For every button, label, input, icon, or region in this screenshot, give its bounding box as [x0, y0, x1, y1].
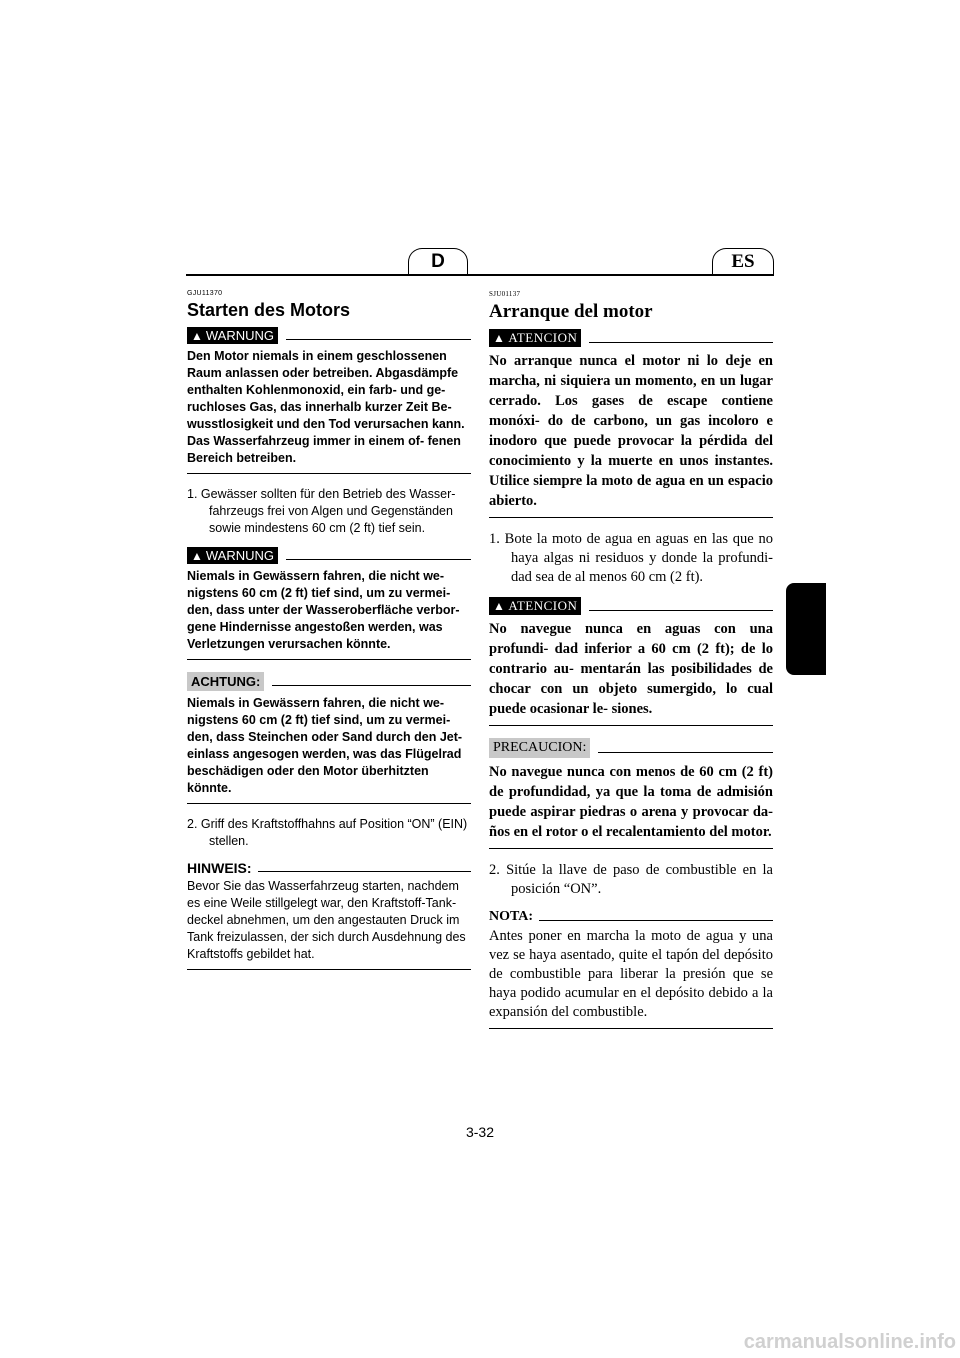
german-column	[187, 284, 471, 982]
step-item: 1. Gewässer sollten für den Betrieb des Wasser- fahrzeugs frei von Algen und Gegenständen sowie mindestens 60 cm (2 ft) tief sein.	[187, 487, 456, 535]
caution-header	[187, 672, 471, 691]
warning-badge	[187, 327, 278, 344]
caution-header	[489, 738, 773, 758]
warning-badge	[187, 547, 278, 564]
warning-triangle-icon: ▲	[191, 548, 203, 563]
language-tab-german: D	[408, 248, 468, 274]
divider	[489, 725, 773, 726]
warning-label: ATENCION	[508, 598, 578, 613]
divider	[489, 517, 773, 518]
divider	[489, 1028, 773, 1029]
step-item: 2. Griff des Kraftstoffhahns auf Position “ON” (EIN) stellen.	[187, 817, 468, 848]
caution-rule	[598, 752, 773, 753]
warning-header	[187, 327, 471, 344]
note-label: HINWEIS:	[187, 860, 252, 876]
warning-header	[489, 597, 773, 615]
warning-text: No arranque nunca el motor ni lo deje en marcha, ni siquiera un momento, en un lugar cerrado. Los gases de escape contiene monóxi- do de carbono, un gas incoloro e inodoro que puede provocar la pérdida del conocimiento y la muerte en unos instantes. Utilice siempre la moto de agua en un espacio abierto.	[489, 353, 773, 509]
warning-triangle-icon: ▲	[191, 328, 203, 343]
divider	[187, 473, 471, 474]
divider	[187, 659, 471, 660]
step-item: 1. Bote la moto de agua en aguas en las que no haya algas ni residuos y donde la profundi- dad sea de al menos 60 cm (2 ft).	[489, 531, 773, 585]
divider	[187, 969, 471, 970]
divider	[489, 848, 773, 849]
warning-header	[489, 329, 773, 347]
warning-label: ATENCION	[508, 330, 578, 345]
note-label: NOTA:	[489, 909, 534, 924]
note-rule	[539, 920, 773, 921]
header-rule	[186, 274, 774, 276]
warning-rule	[286, 559, 471, 560]
note-header	[489, 909, 773, 925]
note-text: Antes poner en marcha la moto de agua y una vez se haya asentado, quite el tapón del depósito de combustible para liberar la presión que se haya podido acumular en el depósito debido a la expansión del combustible.	[489, 928, 773, 1020]
caution-text: Niemals in Gewässern fahren, die nicht we- nigstens 60 cm (2 ft) tief sind, um zu vermei- den, dass Steinchen oder Sand durch den Jet- einlass angesogen werden, was das Flügelrad beschädigen oder den Motor überhitzten könnte.	[187, 696, 463, 795]
caution-text: No navegue nunca con menos de 60 cm (2 ft) de profundidad, ya que la toma de admisión puede aspirar piedras o arena y provocar da- ños en el rotor o el recalentamiento del motor.	[489, 764, 773, 840]
page-number: 3-32	[465, 1124, 495, 1140]
language-tab-spanish: ES	[712, 248, 774, 274]
note-text: Bevor Sie das Wasserfahrzeug starten, nachdem es eine Weile stillgelegt war, den Kraftstoff-Tank- deckel abnehmen, um den angestauten Druck im Tank freizulassen, der sich durch Ausdehnung des Kraftstoffs gebildet hat.	[187, 879, 466, 961]
section-title: Arranque del motor	[489, 301, 653, 322]
warning-label: WARNUNG	[205, 548, 275, 563]
note-rule	[258, 871, 471, 872]
warning-text: Den Motor niemals in einem geschlossenen Raum anlassen oder betreiben. Abgasdämpfe enthalten Kohlenmonoxid, ein farb- und ge- ruchloses Gas, das innerhalb kurzer Zeit Be- wusstlosigkeit und den Tod verursachen kann. Das Wasserfahrzeug immer in einem of- fenen Bereich betreiben.	[187, 349, 465, 465]
warning-label: WARNUNG	[205, 328, 275, 343]
warning-text: No navegue nunca en aguas con una profundi- dad inferior a 60 cm (2 ft); de lo contrario au- mentarán las posibilidades de chocar con un objeto sumergido, lo cual puede ocasionar le- siones.	[489, 621, 773, 717]
caution-badge: PRECAUCION:	[489, 738, 590, 758]
warning-rule	[589, 342, 773, 343]
note-header	[187, 860, 471, 876]
warning-badge	[489, 329, 581, 347]
section-title: Starten des Motors	[187, 300, 351, 320]
warning-rule	[589, 610, 773, 611]
warning-badge	[489, 597, 581, 615]
spanish-column	[489, 284, 773, 1041]
chapter-side-tab	[786, 583, 826, 675]
warning-text: Niemals in Gewässern fahren, die nicht we- nigstens 60 cm (2 ft) tief sind, um zu vermei- den, dass unter der Wasseroberfläche verbor- gene Hindernisse angestoßen werden, was Verletzungen verursachen könnte.	[187, 569, 460, 651]
caution-rule	[272, 685, 471, 686]
warning-triangle-icon: ▲	[493, 330, 506, 345]
warning-rule	[286, 339, 471, 340]
warning-triangle-icon: ▲	[493, 598, 506, 613]
section-code: SJU01137	[489, 290, 521, 298]
section-code: GJU11370	[187, 290, 223, 297]
warning-header	[187, 547, 471, 564]
divider	[187, 803, 471, 804]
caution-badge: ACHTUNG:	[187, 672, 264, 691]
step-item: 2. Sitúe la llave de paso de combustible en la posición “ON”.	[489, 862, 773, 897]
watermark: carmanualsonline.info	[743, 1331, 956, 1353]
